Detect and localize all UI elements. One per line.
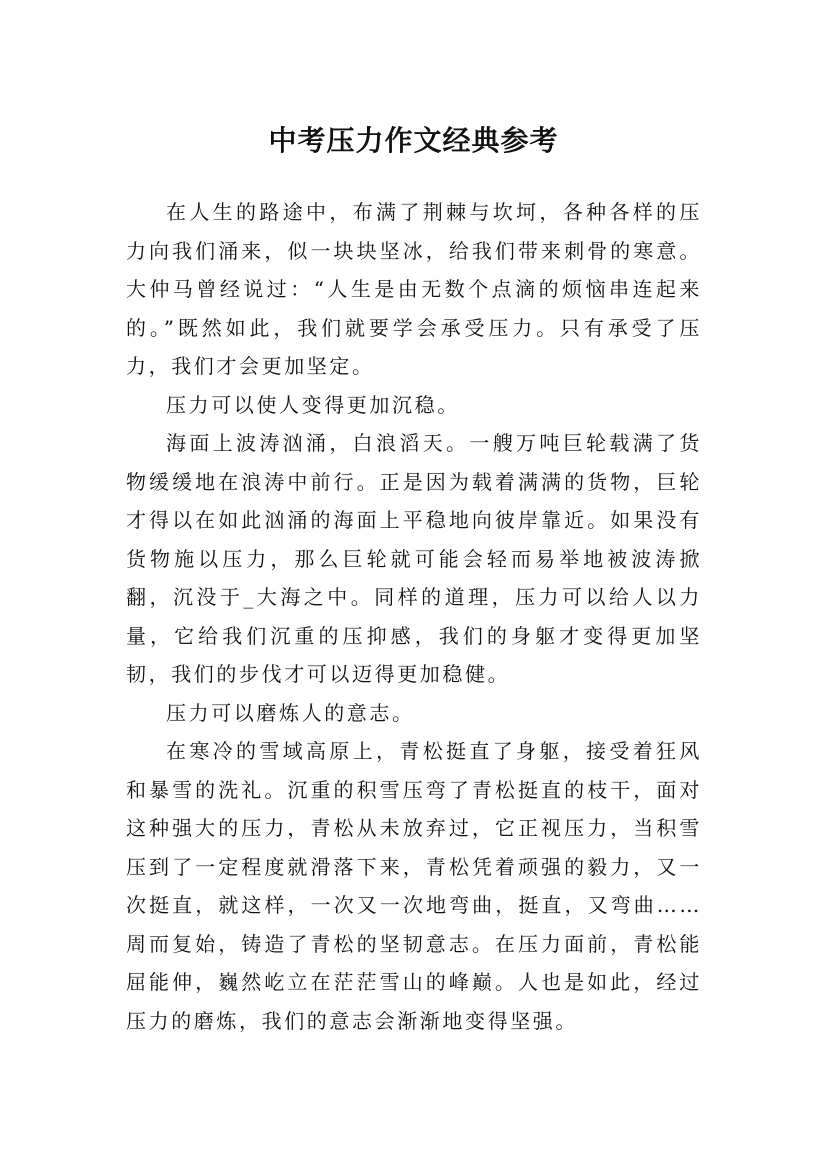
paragraph-intro: 在人生的路途中，布满了荆棘与坎坷，各种各样的压力向我们涌来，似一块块坚冰，给我们带来刺骨的寒意。大仲马曾经说过：“人生是由无数个点滴的烦恼串连起来的。”既然如此，我们就要学会承受压力。只有承受了压力，我们才会更加坚定。 — [126, 200, 702, 378]
paragraph-ship-example: 海面上波涛汹涌，白浪滔天。一艘万吨巨轮载满了货物缓缓地在浪涛中前行。正是因为载着满满的货物，巨轮才得以在如此汹涌的海面上平稳地向彼岸靠近。如果没有货物施以压力，那么巨轮就可能会轻而易举地被波涛掀翻，沉没于_大海之中。同样的道理，压力可以给人以力量，它给我们沉重的压抑感，我们的身躯才变得更加坚韧，我们的步伐才可以迈得更加稳健。 — [126, 431, 702, 686]
paragraph-point-will: 压力可以磨炼人的意志。 — [166, 700, 415, 725]
paragraph-point-calm: 压力可以使人变得更加沉稳。 — [166, 392, 460, 417]
document-title: 中考压力作文经典参考 — [268, 123, 559, 157]
paragraph-pine-example: 在寒冷的雪域高原上，青松挺直了身躯，接受着狂风和暴雪的洗礼。沉重的积雪压弯了青松挺直的枝干，面对这种强大的压力，青松从未放弃过，它正视压力，当积雪压到了一定程度就滑落下来，青松凭着顽强的毅力，又一次挺直，就这样，一次又一次地弯曲，挺直，又弯曲……周而复始，铸造了青松的坚韧意志。在压力面前，青松能屈能伸，巍然屹立在茫茫雪山的峰巅。人也是如此，经过压力的磨炼，我们的意志会渐渐地变得坚强。 — [126, 739, 702, 1033]
document-body — [126, 193, 702, 1040]
